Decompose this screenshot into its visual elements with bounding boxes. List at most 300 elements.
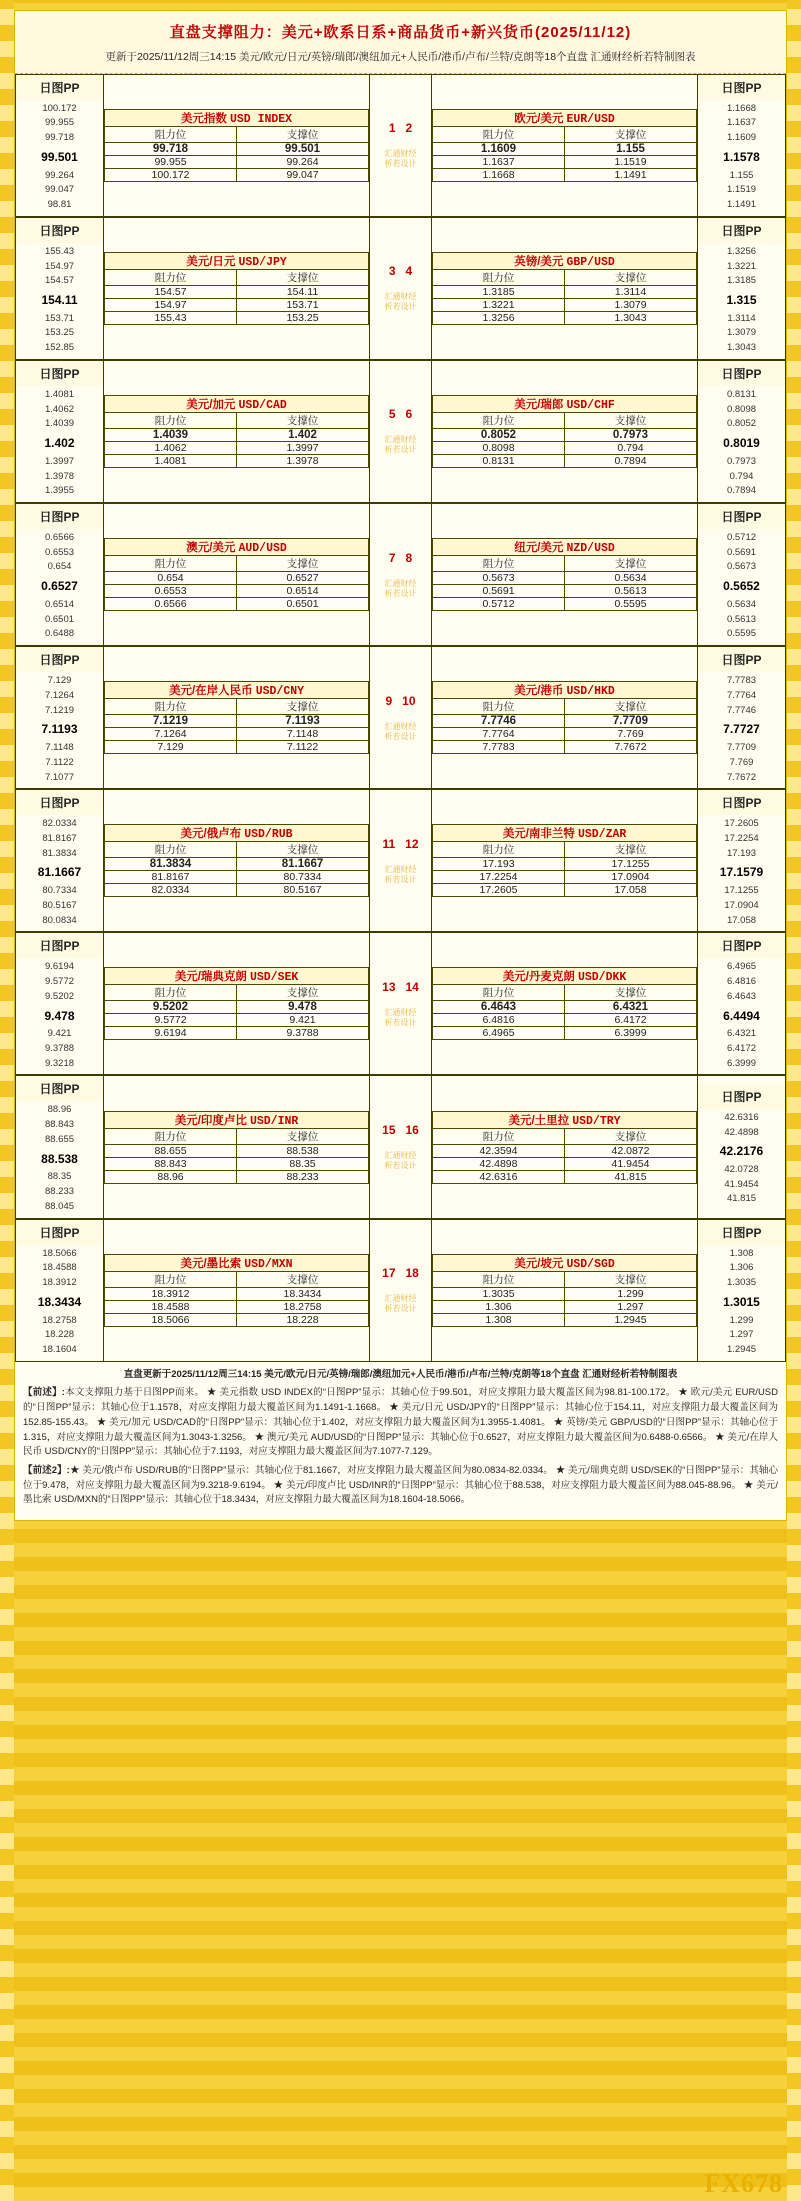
pp-value: 80.0834 [42,914,77,926]
pp-value: 17.058 [726,914,757,926]
pp-value: 9.5772 [44,976,75,988]
pp-value: 1.3978 [44,470,75,482]
resistance-header: 阻力位 [105,699,237,715]
pair-symbol: AUD/USD [238,542,287,556]
pp-value: 0.6514 [44,598,75,610]
pp-value: 0.5673 [726,561,757,573]
support-value: 17.0904 [565,871,697,884]
support-value: 7.7672 [565,741,697,754]
pair-symbol: EUR/USD [566,112,615,126]
footer-note-1-text: 本文支撑阻力基于日图PP而来。 ★ 美元指数 USD INDEX的“日图PP”显示：其轴心位于99.501，对应支撑阻力最大覆盖区间为98.81-100.172。 ★ 欧元/美元 EUR/USD的“日图PP”显示：其轴心位于1.1578，对应支撑阻力最大覆盖区间为1.1491-1.1668。 ★ 美元/日元 USD/JPY的“日图PP”显示：其轴心位于154.11，对应支撑阻力最大覆盖区间为152.85-155.43。 ★ 美元/加元 USD/CAD的“日图PP”显示：其轴心位于1.402，对应支撑阻力最大覆盖区间为1.3955-1.4081。 ★ 英镑/美元 GBP/USD的“日图PP”显示：其轴心位于1.315，对应支撑阻力最大覆盖区间为1.3043-1.3256。 ★ 澳元/美元 AUD/USD的“日图PP”显示：其轴心位于0.6527，对应支撑阻力最大覆盖区间为0.6488-0.6566。 ★ 美元/在岸人民币 USD/CNY的“日图PP”显示：其轴心位于7.1193，对应支撑阻力最大覆盖区间为7.1077-7.129。 [23,1387,778,1458]
level-row [433,1027,697,1040]
resistance-value: 154.97 [105,298,237,311]
pair-heading [433,825,697,842]
pair-heading [105,968,369,985]
pair-symbol: GBP/USD [566,255,615,269]
block-index-cell [370,1076,432,1218]
pp-value-list [16,386,103,502]
right-pair-cell [432,1076,698,1218]
pp-header: 日图PP [698,361,785,386]
pp-value: 88.233 [44,1186,75,1198]
resistance-value: 0.654 [105,572,237,585]
level-row [105,1287,369,1300]
resistance-value: 0.5712 [433,598,565,611]
resistance-header: 阻力位 [105,556,237,572]
support-value: 1.2945 [565,1313,697,1326]
block-index-left: 15 16 [382,1123,419,1137]
pp-value: 18.3912 [42,1277,77,1288]
resistance-value: 7.7746 [433,715,565,728]
level-row [105,428,369,441]
watermark-text: 汇通财经 析若设计 [384,292,417,312]
pp-value: 0.5652 [723,579,760,594]
resistance-value: 18.3912 [105,1287,237,1300]
support-value: 80.5167 [237,884,369,897]
pp-value: 81.3834 [42,847,77,859]
resistance-value: 1.4081 [105,454,237,467]
pp-value: 7.1193 [41,722,78,737]
support-value: 153.25 [237,311,369,324]
support-value: 0.5634 [565,572,697,585]
block-index-cell [370,360,432,502]
pp-value: 81.1667 [37,865,82,880]
footer-update-line: 直盘更新于2025/11/12周三14:15 美元/欧元/日元/英镑/瑞郎/澳纽加元+人民币/港币/卢布/兰特/克朗等18个直盘 汇通财经析若特制图表 [123,1368,678,1380]
resistance-value: 6.4816 [433,1014,565,1027]
pp-value: 7.7746 [726,704,757,716]
support-header: 支撑位 [237,985,369,1001]
pair-table [104,252,369,325]
right-pair-cell [432,933,698,1075]
pp-value-list [16,1101,103,1217]
pair-name-cn: 美元/瑞典克朗 [174,971,247,984]
level-row [105,441,369,454]
pair-symbol: USD/INR [249,1114,299,1128]
pp-column [698,360,786,502]
right-pair-cell [432,74,698,216]
support-value: 6.3999 [565,1027,697,1040]
support-value: 9.478 [237,1001,369,1014]
pair-name-cn: 美元/土里拉 [508,1114,570,1127]
pp-value: 0.7894 [726,485,757,497]
pp-value: 1.1491 [726,199,757,211]
pair-table [104,1254,369,1327]
pp-value: 0.8131 [726,388,757,400]
pp-value: 7.129 [47,675,72,687]
footer-note-2 [23,1464,778,1508]
block-index-left: 17 18 [382,1266,419,1281]
block-index-cell [370,1219,432,1361]
resistance-header: 阻力位 [433,699,565,715]
pair-heading [105,109,369,126]
pp-value: 18.5066 [42,1247,77,1259]
support-header: 支撑位 [237,269,369,285]
support-value: 0.6527 [237,572,369,585]
resistance-value: 0.5673 [433,572,565,585]
support-header: 支撑位 [237,699,369,715]
level-row [433,428,697,441]
pair-heading [433,539,697,556]
support-value: 99.501 [237,142,369,155]
resistance-value: 7.7764 [433,728,565,741]
support-value: 0.6514 [237,585,369,598]
resistance-value: 1.1609 [433,142,565,155]
right-pair-cell [432,647,698,789]
resistance-value: 1.3035 [433,1287,565,1300]
pair-block [15,789,786,932]
support-value: 1.3997 [237,441,369,454]
pp-value-list [16,672,103,788]
pp-value: 1.4039 [44,418,75,430]
resistance-header: 阻力位 [105,842,237,858]
support-value: 6.4321 [565,1001,697,1014]
pp-column [698,74,786,216]
pp-value: 1.3015 [723,1294,760,1309]
resistance-value: 88.655 [105,1144,237,1157]
pp-value-list [698,672,785,788]
left-pair-cell [104,217,370,359]
pp-value-list [698,1109,785,1210]
header [15,11,786,74]
support-header: 支撑位 [237,1271,369,1287]
pp-column [16,1076,104,1218]
pair-block [15,360,786,503]
pp-column [16,217,104,359]
resistance-header: 阻力位 [105,126,237,142]
pp-value: 1.1668 [726,102,757,114]
pair-table [432,967,697,1040]
pp-value: 7.1219 [44,704,75,716]
brand-watermark: FX678 [704,2169,783,2198]
pp-header: 日图PP [16,933,103,958]
resistance-header: 阻力位 [105,1128,237,1144]
pp-column [16,504,104,646]
resistance-value: 42.6316 [433,1170,565,1183]
level-row [105,1014,369,1027]
pp-value: 9.3788 [44,1043,75,1055]
pair-table [104,395,369,468]
pp-value: 17.2254 [724,832,759,844]
pp-header: 日图PP [698,790,785,815]
pair-table [104,109,369,182]
pp-value: 7.1148 [45,742,74,754]
pair-block [15,217,786,360]
pair-name-cn: 美元/在岸人民币 [168,685,253,698]
blocks-container [15,74,786,1362]
left-pair-cell [104,933,370,1075]
pp-value: 0.794 [729,470,754,482]
report-card [14,10,787,1521]
support-value: 88.233 [237,1170,369,1183]
resistance-value: 7.1219 [105,715,237,728]
pp-column [698,1076,786,1218]
support-value: 1.3043 [565,311,697,324]
level-row [433,858,697,871]
level-row [105,1144,369,1157]
pp-value: 41.815 [726,1193,757,1205]
level-row [105,585,369,598]
support-value: 18.228 [237,1313,369,1326]
level-row [433,884,697,897]
block-index-left: 3 4 [388,264,413,279]
resistance-value: 155.43 [105,311,237,324]
level-row [433,142,697,155]
support-value: 1.299 [565,1287,697,1300]
pp-value: 41.9454 [724,1178,759,1190]
pp-value-list [698,243,785,359]
block-index-cell [370,74,432,216]
pair-name-cn: 美元/南非兰特 [502,828,575,841]
pp-value: 154.97 [44,260,75,272]
pp-value: 9.421 [47,1028,72,1040]
support-value: 1.3978 [237,454,369,467]
pp-value: 0.6566 [44,532,75,544]
level-row [105,1027,369,1040]
pp-column [16,933,104,1075]
pp-header: 日图PP [698,504,785,529]
pp-value-list [16,1245,103,1361]
pp-value: 6.3999 [726,1057,757,1069]
watermark-text: 汇通财经 析若设计 [384,1007,417,1027]
resistance-value: 17.2254 [433,871,565,884]
support-header: 支撑位 [565,269,697,285]
pair-heading [105,252,369,269]
pp-value: 7.7764 [726,689,757,701]
block-index-left: 5 6 [388,407,413,422]
pp-value: 1.3043 [726,342,757,354]
pair-table [432,395,697,468]
resistance-header: 阻力位 [433,1128,565,1144]
support-value: 42.0872 [565,1144,697,1157]
support-value: 7.769 [565,728,697,741]
pp-value-list [16,958,103,1074]
pp-header: 日图PP [698,75,785,100]
resistance-header: 阻力位 [433,985,565,1001]
resistance-value: 7.7783 [433,741,565,754]
support-value: 1.3079 [565,298,697,311]
pp-value: 0.8019 [723,436,760,451]
support-value: 18.3434 [237,1287,369,1300]
pp-column [698,1219,786,1361]
resistance-header: 阻力位 [433,126,565,142]
level-row [433,1014,697,1027]
pair-table [104,538,369,611]
pp-value: 7.7783 [726,675,757,687]
pair-block [15,932,786,1075]
resistance-value: 99.718 [105,142,237,155]
pp-value: 9.3218 [44,1057,75,1069]
left-pair-cell [104,647,370,789]
pair-heading [105,539,369,556]
pair-heading [105,1254,369,1271]
watermark-text: 汇通财经 析若设计 [384,864,417,884]
pp-value: 1.297 [729,1329,754,1341]
pp-value: 1.2945 [726,1343,757,1355]
pp-value: 1.3997 [44,455,75,467]
left-pair-cell [104,1076,370,1218]
resistance-value: 7.1264 [105,728,237,741]
support-value: 7.7709 [565,715,697,728]
level-row [433,1313,697,1326]
resistance-value: 0.6566 [105,598,237,611]
pair-heading [105,825,369,842]
block-index-cell [370,647,432,789]
pp-value: 152.85 [44,342,75,354]
pp-value: 17.0904 [724,899,759,911]
pp-value: 1.315 [726,292,757,307]
watermark-text: 汇通财经 析若设计 [384,1294,417,1314]
pp-header: 日图PP [698,1220,785,1245]
level-row [105,1001,369,1014]
block-index-left: 9 10 [385,693,416,708]
support-value: 9.3788 [237,1027,369,1040]
pair-heading [433,395,697,412]
watermark-text: 汇通财经 析若设计 [384,1151,417,1170]
resistance-value: 6.4643 [433,1001,565,1014]
left-pair-cell [104,74,370,216]
left-pair-cell [104,504,370,646]
pp-value: 1.308 [729,1247,754,1259]
resistance-value: 9.5202 [105,1001,237,1014]
pp-value: 9.478 [44,1008,75,1023]
resistance-value: 1.4062 [105,441,237,454]
level-row [105,311,369,324]
support-value: 0.5595 [565,598,697,611]
pp-value-list [698,815,785,931]
support-header: 支撑位 [237,556,369,572]
resistance-value: 88.843 [105,1157,237,1170]
resistance-header: 阻力位 [105,412,237,428]
resistance-header: 阻力位 [433,556,565,572]
pp-value-list [16,815,103,931]
level-row [433,155,697,168]
level-row [105,168,369,181]
pp-header: 日图PP [16,218,103,243]
resistance-value: 1.3185 [433,285,565,298]
pair-heading [433,1111,697,1128]
pair-table [432,1254,697,1327]
level-row [105,572,369,585]
pp-column [698,790,786,932]
resistance-header: 阻力位 [433,842,565,858]
level-row [105,871,369,884]
resistance-header: 阻力位 [105,1271,237,1287]
level-row [433,311,697,324]
level-row [105,1300,369,1313]
pair-symbol: USD/JPY [238,255,287,269]
pair-symbol: USD/SEK [249,971,299,985]
pp-value: 6.4494 [723,1008,760,1023]
pair-name-cn: 美元/丹麦克朗 [502,971,575,984]
pair-name-cn: 美元/墨比索 [180,1257,242,1270]
pair-heading [105,1111,369,1128]
pp-value: 9.6194 [44,961,75,973]
level-row [433,572,697,585]
pp-value: 17.193 [726,847,757,859]
pair-symbol: USD/CNY [255,685,305,699]
level-row [105,884,369,897]
resistance-value: 99.955 [105,155,237,168]
pp-header: 日图PP [16,504,103,529]
pair-block [15,646,786,789]
level-row [105,1157,369,1170]
right-pair-cell [432,790,698,932]
pp-value: 1.3221 [726,260,757,272]
support-value: 1.1491 [565,168,697,181]
pp-value: 1.4081 [44,388,75,400]
support-value: 80.7334 [237,871,369,884]
support-header: 支撑位 [565,985,697,1001]
pair-heading [105,682,369,699]
pp-value: 155.43 [44,245,75,257]
resistance-value: 82.0334 [105,884,237,897]
footer-note-1-label: 【前述】: [23,1387,65,1399]
resistance-value: 0.6553 [105,585,237,598]
pp-value: 1.3079 [726,327,757,339]
resistance-value: 1.308 [433,1313,565,1326]
pp-value: 99.264 [44,169,75,181]
block-index-left: 13 14 [382,979,419,994]
pp-value: 0.5613 [726,613,757,625]
level-row [433,1001,697,1014]
support-value: 41.9454 [565,1157,697,1170]
level-row [105,298,369,311]
pp-header: 日图PP [698,647,785,672]
level-row [105,1313,369,1326]
pp-value: 9.5202 [44,990,75,1002]
pp-header: 日图PP [698,933,785,958]
pp-column [16,74,104,216]
support-value: 153.71 [237,298,369,311]
pair-table [432,681,697,754]
level-row [433,1157,697,1170]
pp-value: 88.538 [41,1151,78,1166]
support-value: 0.6501 [237,598,369,611]
level-row [105,858,369,871]
pp-value: 1.299 [729,1314,754,1326]
pair-heading [433,109,697,126]
pp-column [698,217,786,359]
level-row [433,168,697,181]
pair-heading [433,968,697,985]
pp-column [16,1219,104,1361]
pp-header: 日图PP [16,1076,103,1101]
right-pair-cell [432,217,698,359]
level-row [105,155,369,168]
pair-name-cn: 美元/俄卢布 [180,828,242,841]
pp-value: 0.5691 [726,546,757,558]
pair-name-cn: 澳元/美元 [186,542,236,555]
pp-value: 80.5167 [42,899,77,911]
resistance-value: 42.4898 [433,1157,565,1170]
resistance-header: 阻力位 [105,985,237,1001]
pp-value-list [16,100,103,216]
resistance-value: 0.8098 [433,441,565,454]
pp-value: 7.7672 [726,771,757,783]
pair-name-cn: 美元/坡元 [514,1257,564,1270]
pair-name-cn: 美元/瑞郎 [514,398,564,411]
resistance-header: 阻力位 [433,412,565,428]
block-index-cell [370,504,432,646]
pp-value: 99.718 [44,132,75,144]
pair-table [432,824,697,897]
resistance-value: 7.129 [105,741,237,754]
pp-value: 1.3114 [727,312,756,324]
pair-name-cn: 欧元/美元 [514,112,564,125]
page-title: 直盘支撑阻力：美元+欧系日系+商品货币+新兴货币(2025/11/12) [169,24,632,41]
level-row [433,454,697,467]
pair-name-cn: 英镑/美元 [514,255,564,268]
pp-value: 80.7334 [42,885,77,897]
